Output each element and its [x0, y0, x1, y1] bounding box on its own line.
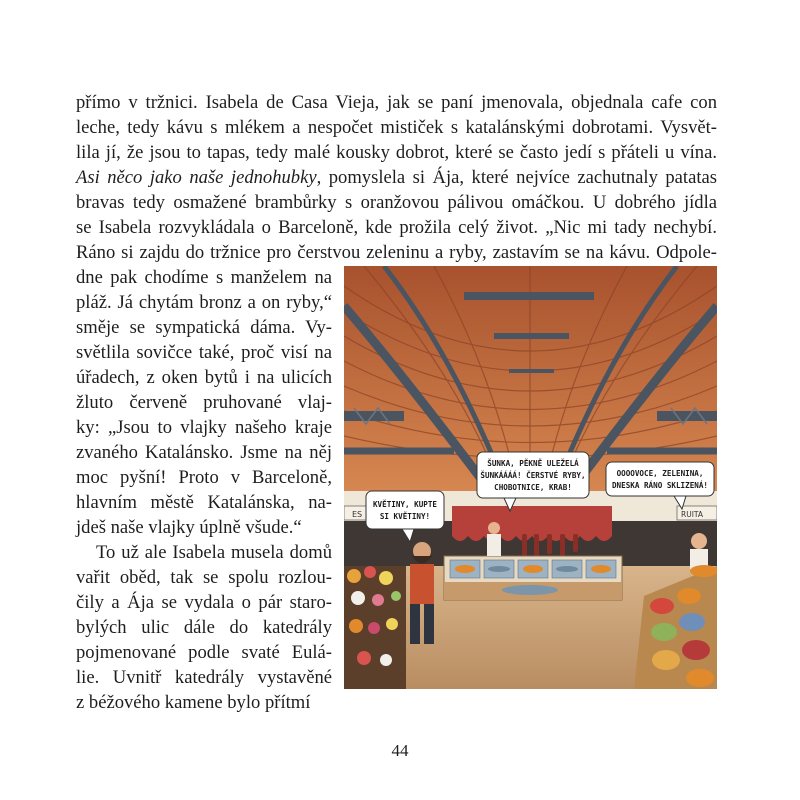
bubble-line: DNESKA RÁNO SKLIZENÁ!	[611, 481, 709, 490]
text-line: pláž. Já chytám bronz a on ryby,“	[76, 292, 332, 313]
text-line: bylých ulic dále do katedrály	[76, 617, 332, 638]
text-line	[76, 165, 717, 190]
vegetable-stall	[634, 533, 717, 689]
bubble-line: SI KVĚTINY!	[379, 512, 431, 521]
text-line: směje se sympatická dáma. Vy-	[76, 317, 332, 338]
left-sign-text: ES	[352, 510, 363, 519]
text-line: žluto červeně pruhované vlaj-	[76, 392, 332, 413]
text-line: čily a Ája se vydala o pár staro-	[76, 592, 332, 613]
right-sign-text: RUITA	[681, 510, 704, 519]
text-line: To už ale Isabela musela domů	[96, 542, 332, 563]
page-number: 44	[391, 741, 409, 760]
italic-thought: Asi něco jako naše jednohubky	[76, 167, 317, 188]
text-line: pojmenované podle svaté Eulá-	[76, 642, 332, 663]
bubble-line: ŠUNKÁÁÁÁ! ČERSTVÉ RYBY,	[480, 471, 586, 480]
bubble-line: CHOBOTNICE, KRAB!	[494, 483, 572, 492]
text-line: z béžového kamene bylo přítmí	[76, 692, 311, 713]
text-line: se Isabela rozvykládala o Barceloně, kde prožila celý život. „Nic mi tady nechybí.	[76, 217, 717, 238]
text-line: úřadech, z oken bytů i na ulicích	[76, 367, 332, 388]
text-line: leche, tedy kávu s mlékem a nespočet mističek s katalánskými dobrotami. Vysvět-	[76, 117, 717, 138]
text-line: jdeš naše vlajky úplně všude.“	[76, 517, 302, 538]
fish-stall	[444, 506, 622, 600]
market-illustration	[344, 266, 717, 689]
text-line: lie. Uvnitř katedrály vystavěné	[76, 667, 332, 688]
text-line: přímo v tržnici. Isabela de Casa Vieja, jak se paní jmenovala, objednala cafe con	[76, 92, 717, 113]
big-fish	[502, 585, 558, 595]
text-line: vařit oběd, tak se spolu rozlou-	[76, 567, 332, 588]
text-line: světlila sovičce také, proč visí na	[76, 342, 332, 363]
text-line: moc pyšní! Proto v Barceloně,	[76, 467, 332, 488]
bubble-line: KVĚTINY, KUPTE	[372, 500, 438, 509]
text-line: lila jí, že jsou to tapas, tedy malé kousky dobrot, které se často jedí s přáteli u vína.	[76, 142, 717, 163]
text-line: Ráno si zajdu do tržnice pro čerstvou zeleninu a ryby, zastavím se na kávu. Odpole-	[76, 242, 717, 263]
text-line: hlavním městě Katalánska, na-	[76, 492, 332, 513]
text-line: zvaného Katalánsko. Jsme na něj	[76, 442, 332, 463]
text-line: ky: „Jsou to vlajky našeho kraje	[76, 417, 332, 438]
text-line: dne pak chodíme s manželem na	[76, 267, 332, 288]
flower-buckets	[344, 566, 406, 689]
flowers-speech-bubble	[366, 491, 444, 542]
text-span: , pomyslela si Ája, které nejvíce zachutnaly patatas	[316, 167, 717, 188]
bubble-line: OOOOVOCE, ZELENINA,	[616, 469, 704, 478]
text-line: bravas tedy osmažené brambůrky s oranžovou pálivou omáčkou. U dobrého jídla	[76, 192, 717, 213]
bubble-line: ŠUNKA, PĚKNĚ ULEŽELÁ	[487, 459, 579, 468]
